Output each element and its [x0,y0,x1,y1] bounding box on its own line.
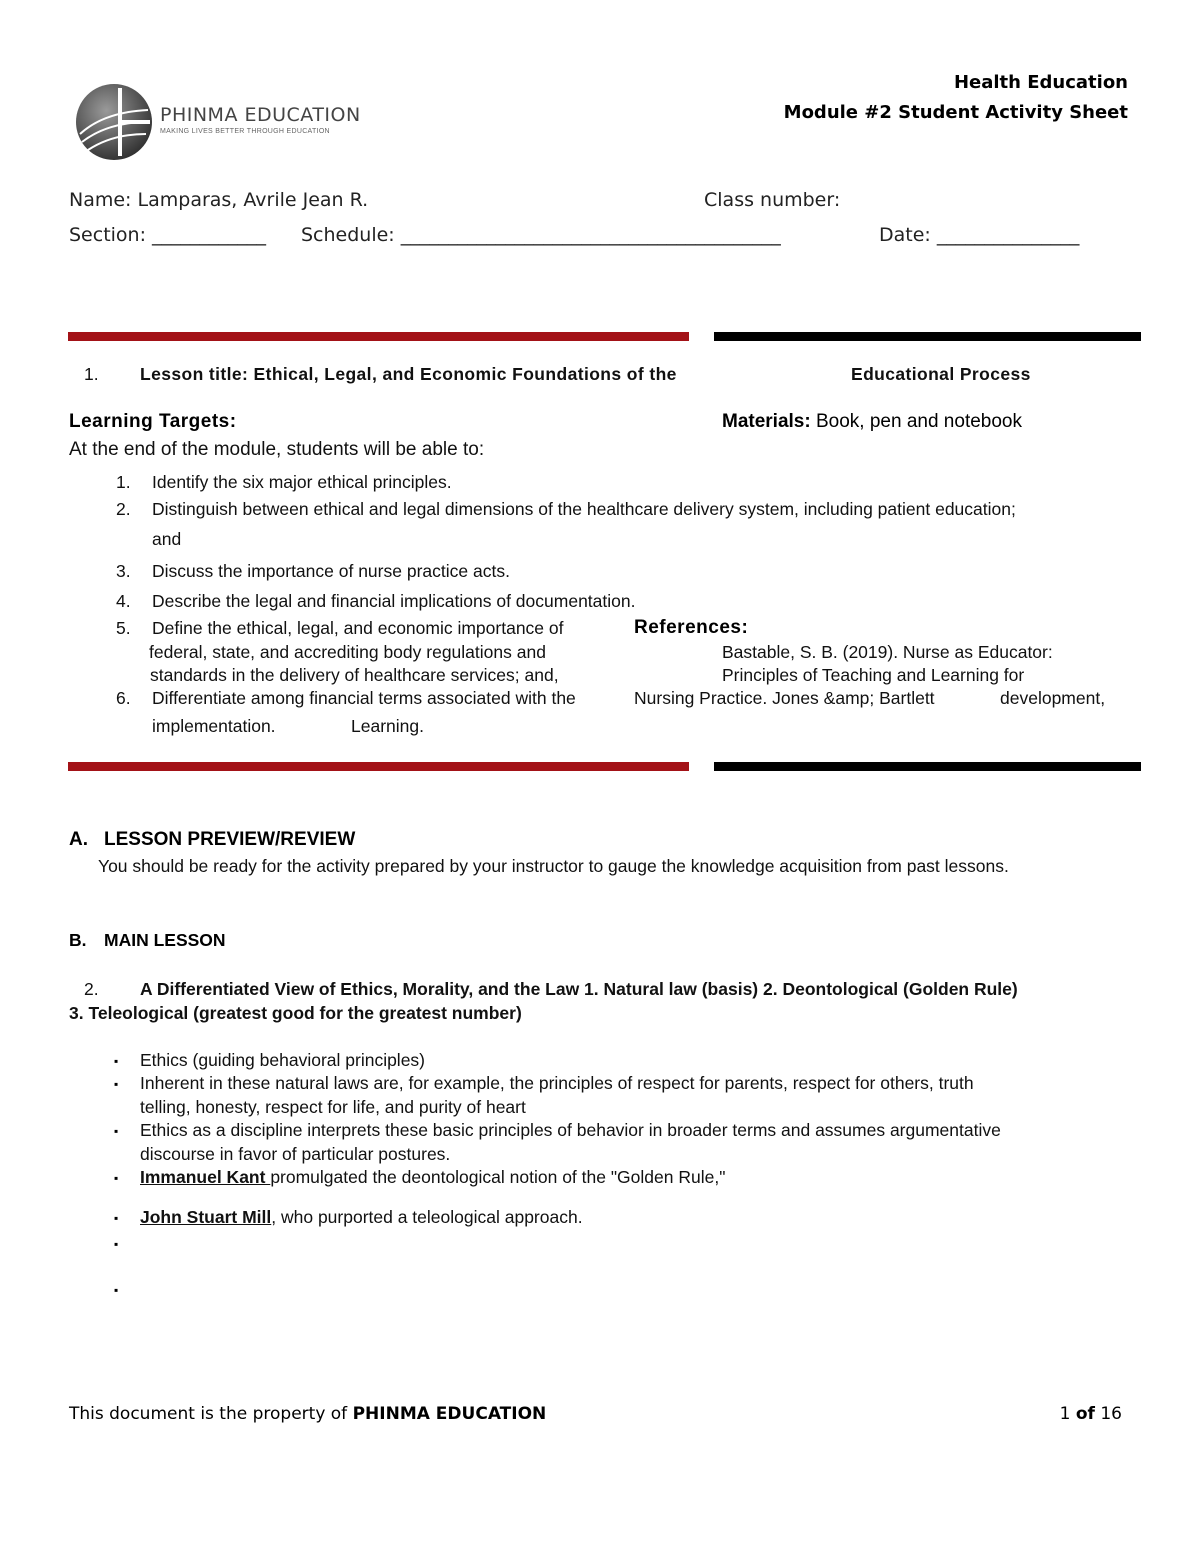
name-label: Name: [69,189,132,211]
lesson-number: 1. [84,364,99,384]
mill-name: John Stuart Mill [140,1207,272,1227]
target-num-4: 4. [116,591,131,611]
bullet-icon: ▪ [114,1054,119,1068]
lesson-title-tail: Educational Process [851,364,1031,384]
bullet-text-3-cont: discourse in favor of particular postures. [140,1144,451,1164]
divider-black-bottom [714,762,1141,771]
page-number [1060,1404,1122,1424]
footer-property-text: This document is the property of [69,1404,353,1424]
bullet-icon: ▪ [114,1237,119,1251]
bullet-kant [140,1167,725,1188]
section-a-heading: LESSON PREVIEW/REVIEW [104,829,356,850]
target-text-5-cont1: federal, state, and accrediting body regulations and [149,642,546,662]
targets-intro: At the end of the module, students will be able to: [69,439,485,460]
reference-line-3: Nursing Practice. Jones &amp; Bartlett [634,688,935,708]
reference-line-2: Principles of Teaching and Learning for [722,665,1025,685]
target-text-2-cont: and [152,529,182,549]
mill-text: , who purported a teleological approach. [271,1207,583,1227]
page-total: 16 [1100,1404,1122,1424]
target-text-1: Identify the six major ethical principles. [152,472,452,492]
name-field[interactable] [69,189,368,211]
bullet-icon: ▪ [114,1171,119,1185]
target-text-4: Describe the legal and financial implications of documentation. [152,591,636,611]
target-text-5: Define the ethical, legal, and economic importance of [152,618,564,638]
class-number-label[interactable]: Class number: [704,189,841,211]
target-6-tail: development, [1000,688,1106,708]
target-text-6-cont: implementation. [152,716,276,736]
section-field[interactable]: Section: ____________ [69,224,267,246]
section-a-letter: A. [69,829,88,850]
kant-name: Immanuel Kant [140,1167,271,1187]
bullet-icon: ▪ [114,1283,119,1297]
materials-label: Materials: [722,411,811,432]
bullet-text-3: Ethics as a discipline interprets these basic principles of behavior in broader terms and assumes argumentative [140,1120,1001,1140]
divider-black-top [714,332,1141,341]
bullet-icon: ▪ [114,1124,119,1138]
section-b-letter: B. [69,930,87,950]
target-num-1: 1. [116,472,131,492]
target-num-6: 6. [116,688,131,708]
reference-line-4: Learning. [351,716,424,736]
logo [74,82,361,162]
name-value: Lamparas, Avrile Jean R. [137,189,369,211]
bullet-mill [140,1207,583,1228]
bullet-text-2: Inherent in these natural laws are, for example, the principles of respect for parents, respect for others, truth [140,1073,974,1093]
section-b-item-number: 2. [84,979,99,999]
divider-red-bottom [68,762,689,771]
section-b-item-line-2: 3. Teleological (greatest good for the greatest number) [69,1003,522,1023]
page-of: of [1075,1404,1095,1424]
target-text-2: Distinguish between ethical and legal dimensions of the healthcare delivery system, including patient education; [152,499,1016,519]
section-b-item-line-1: A Differentiated View of Ethics, Morality, and the Law 1. Natural law (basis) 2. Deontological (Golden Rule) [140,979,1018,999]
reference-line-1: Bastable, S. B. (2019). Nurse as Educator: [722,642,1053,662]
learning-targets-heading: Learning Targets: [69,411,237,432]
target-text-6: Differentiate among financial terms associated with the [152,688,576,708]
materials-line [722,411,1022,433]
lesson-title: Lesson title: Ethical, Legal, and Economic Foundations of the [140,364,677,384]
page-current: 1 [1059,1404,1071,1424]
references-heading: References: [634,617,749,638]
footer-property [69,1404,546,1424]
divider-red-top [68,332,689,341]
logo-tagline: MAKING LIVES BETTER THROUGH EDUCATION [160,128,330,135]
materials-value: Book, pen and notebook [815,411,1022,432]
subject-title: Health Education [953,72,1128,93]
schedule-field[interactable]: Schedule: ________________________________________ [301,224,781,246]
section-a-text: You should be ready for the activity prepared by your instructor to gauge the knowledge acquisition from past lessons. [98,856,1009,876]
sheet-title: Module #2 Student Activity Sheet [783,102,1128,123]
target-text-3: Discuss the importance of nurse practice acts. [152,561,510,581]
bullet-icon: ▪ [114,1077,119,1091]
target-num-3: 3. [116,561,131,581]
bullet-text-1: Ethics (guiding behavioral principles) [140,1050,426,1070]
target-num-2: 2. [116,499,131,519]
section-b-heading: MAIN LESSON [104,930,226,950]
logo-name: PHINMA EDUCATION [160,104,361,126]
logo-globe-icon [74,82,154,162]
bullet-text-2-cont: telling, honesty, respect for life, and purity of heart [140,1097,526,1117]
target-num-5: 5. [116,618,131,638]
date-field[interactable]: Date: _______________ [879,224,1080,246]
kant-text: promulgated the deontological notion of the "Golden Rule," [270,1167,726,1187]
footer-property-org: PHINMA EDUCATION [352,1404,547,1424]
bullet-icon: ▪ [114,1211,119,1225]
target-text-5-cont2: standards in the delivery of healthcare services; and, [150,665,559,685]
